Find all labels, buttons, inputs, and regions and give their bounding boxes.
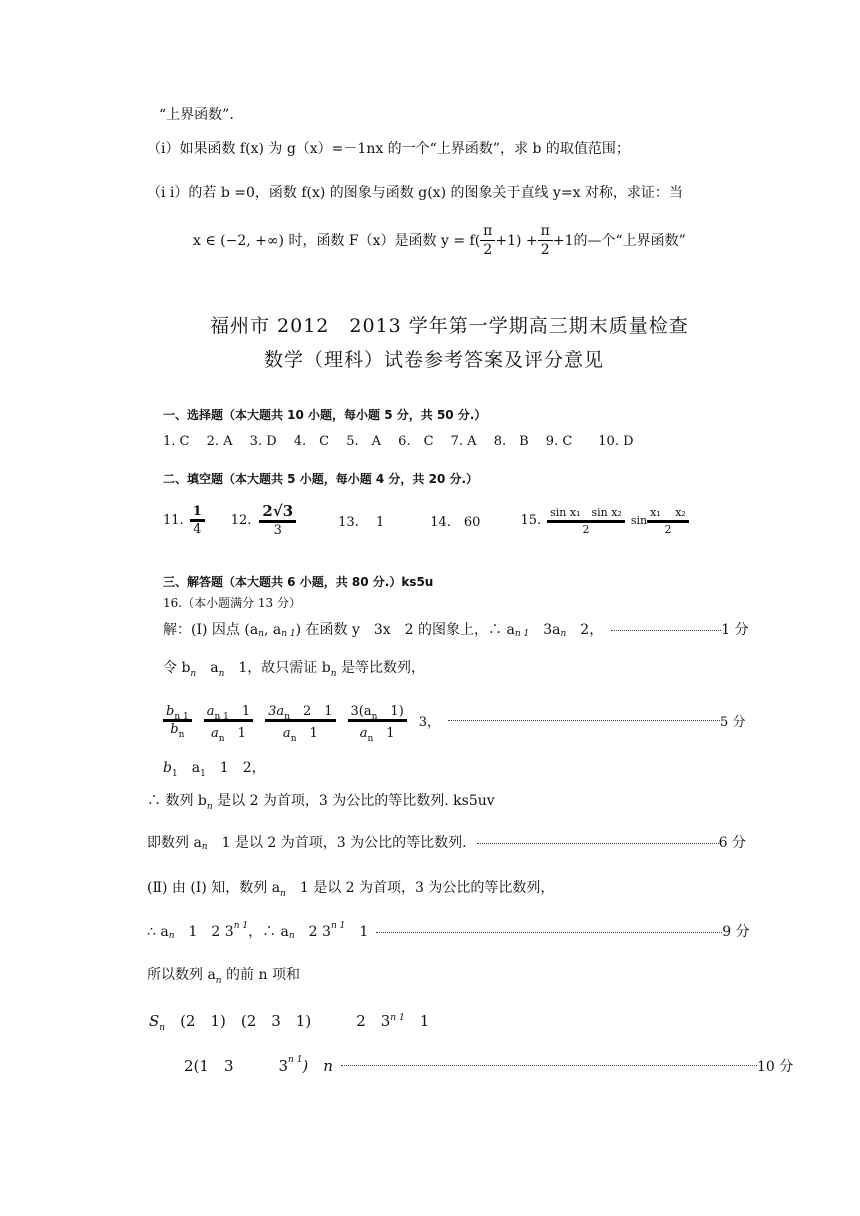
solution-sequence-line — [147, 792, 495, 812]
answer-11-fraction — [190, 504, 205, 537]
subscript: n — [280, 889, 286, 899]
text: 2(1 3 3 — [184, 1057, 289, 1075]
text: ∴ 数列 b — [147, 793, 207, 809]
subscript: n — [190, 669, 197, 679]
superscript: n 1 — [233, 921, 249, 931]
question-i: （i）如果函数 f(x) 为 g（x）=－1nx 的一个“上界函数”，求 b 的取值范围； — [147, 141, 630, 157]
text: 即数列 a — [147, 835, 202, 851]
dotted-leader — [376, 932, 722, 933]
doc-title-line-2: 数学（理科）试卷参考答案及评分意见 — [264, 349, 605, 371]
superscript: n 1 — [288, 1054, 303, 1065]
answer-15-den: 2 — [582, 523, 590, 536]
answer-12-den: 3 — [273, 523, 282, 538]
score: 1 分 — [721, 622, 749, 638]
answer-15-label: 15. — [520, 512, 542, 528]
text: 的前 n 项和 — [221, 967, 300, 983]
text: 1 — [224, 726, 246, 741]
question-ii-line2-a: x ∈ (−2, +∞) 时，函数 F（x）是函数 y = f( — [193, 232, 481, 249]
subscript: n — [168, 931, 175, 941]
text: ∴ a — [147, 924, 169, 940]
dotted-leader — [341, 1065, 757, 1066]
text: (Ⅱ) 由 (Ⅰ) 知，数列 a — [147, 880, 281, 896]
subscript: n — [218, 669, 225, 679]
score: 5 分 — [720, 715, 746, 730]
text: b — [170, 722, 179, 737]
section2-header: 二、填空题（本大题共 5 小题，每小题 4 分，共 20 分.） — [163, 472, 479, 486]
subscript: n — [258, 629, 264, 639]
text: 1) — [377, 704, 404, 719]
ratio-fraction-2 — [204, 700, 253, 744]
subscript: n 1 — [214, 712, 229, 722]
subscript: n 1 — [514, 629, 530, 639]
answer-11-label: 11. — [163, 512, 184, 528]
text: 3a — [268, 704, 285, 719]
answer-15-fraction-b — [647, 504, 689, 536]
answer-13: 13. 1 — [338, 514, 385, 530]
text: a — [282, 726, 291, 741]
text: 2 1 — [289, 704, 333, 719]
question-16-header: 16.（本小题满分 13 分） — [163, 596, 301, 610]
dotted-leader — [611, 630, 721, 631]
solution-line-1 — [163, 621, 749, 639]
text: 1 — [373, 726, 395, 741]
answer-15-den2: 2 — [664, 523, 672, 536]
text: 1 2 3 — [174, 924, 234, 940]
subscript: n — [206, 802, 213, 812]
subscript: n — [288, 931, 295, 941]
pi-over-2-fraction-a — [480, 222, 495, 259]
superscript: n 1 — [390, 1013, 405, 1023]
ratio-equation — [163, 700, 746, 744]
text: S — [149, 1012, 160, 1030]
text: 是以 2 为首项，3 为公比的等比数列. ks5uv — [212, 793, 495, 809]
superscript: n 1 — [330, 921, 346, 931]
doc-title-line-1: 福州市 2012 2013 学年第一学期高三期末质量检查 — [210, 315, 689, 337]
subscript: n — [330, 669, 337, 679]
text: , a — [263, 622, 282, 638]
subscript: n — [178, 730, 185, 740]
text: 1 是以 2 为首项，3 为公比的等比数列. — [207, 835, 467, 851]
section1-answers: 1. C 2. A 3. D 4. C 5. A 6. C 7. A 8. B 9. C 10. D — [163, 434, 634, 449]
subscript: n — [215, 976, 222, 986]
ratio-fraction-4 — [348, 700, 407, 744]
text: 所以数列 a — [147, 967, 216, 983]
question-ii: （i i）的若 b =0，函数 f(x) 的图象与函数 g(x) 的图象关于直线 y=x 对称，求证：当 — [147, 185, 683, 201]
subscript: n — [560, 629, 567, 639]
text: 1 — [345, 924, 369, 940]
text: a — [177, 760, 201, 776]
subscript: n — [218, 734, 225, 744]
answer-15-num2: x₁ x₂ — [650, 506, 686, 519]
answer-12-label: 12. — [230, 512, 252, 528]
text: a — [211, 726, 219, 741]
score: 10 分 — [756, 1058, 794, 1075]
text: ) 在函数 y 3x 2 的图象上，∴ a — [295, 622, 515, 638]
solution-b1-line — [163, 759, 266, 779]
text: a — [196, 660, 219, 676]
answer-12-num: 2√3 — [262, 502, 294, 520]
ratio-fraction-1 — [163, 704, 192, 740]
ratio-fraction-3 — [265, 700, 335, 744]
text: b — [166, 704, 175, 719]
solution-line-8 — [147, 923, 750, 941]
text: a — [359, 726, 368, 741]
subscript: n — [371, 712, 378, 722]
solution-line-6 — [147, 834, 746, 852]
text: 1 — [296, 726, 318, 741]
solution-sum-line-2 — [184, 1055, 793, 1076]
text: 令 b — [163, 660, 191, 676]
subscript: 1 — [200, 769, 206, 779]
text: 1 2， — [205, 760, 266, 776]
ratio-result: 3， — [418, 715, 441, 730]
question-ii-line2-b: +1) + — [495, 232, 538, 249]
solution-line-9 — [147, 966, 300, 986]
solution-line-7 — [147, 879, 554, 899]
question-ii-line2-c: +1的—个“上界函数” — [552, 232, 686, 249]
answer-14: 14. 60 — [430, 514, 481, 530]
section1-header: 一、选择题（本大题共 10 小题，每小题 5 分，共 50 分.） — [163, 408, 487, 422]
solution-sum-line — [149, 1010, 429, 1031]
answer-11-num: 1 — [192, 503, 202, 519]
answer-15-sin: sin — [630, 513, 648, 527]
subscript: n — [367, 734, 374, 744]
subscript: n — [284, 712, 290, 722]
text: 2， — [566, 622, 604, 638]
pi-symbol: π — [540, 223, 550, 239]
subscript: n 1 — [281, 629, 296, 639]
text: ，∴ a — [248, 924, 289, 940]
text: 1 — [404, 1012, 430, 1030]
subscript: n — [201, 842, 208, 852]
fraction-denominator: 2 — [483, 242, 493, 258]
subscript: 1 — [171, 769, 178, 779]
text: 3a — [529, 622, 561, 638]
answer-15-num: sin x₁ sin x₂ — [550, 506, 622, 519]
subscript: n 1 — [174, 712, 189, 722]
dotted-leader — [448, 720, 720, 721]
text: 1 — [228, 704, 251, 719]
pi-over-2-fraction-b — [538, 222, 553, 259]
text: a — [206, 704, 215, 719]
solution-line-2 — [163, 659, 425, 679]
pi-symbol: π — [483, 223, 493, 239]
score: 9 分 — [722, 924, 750, 940]
text: 1，故只需证 b — [224, 660, 331, 676]
answer-11-den: 4 — [193, 521, 202, 537]
text: 是等比数列， — [336, 660, 425, 676]
subscript: n — [159, 1023, 166, 1033]
text: 3(a — [350, 704, 372, 719]
question-ii-line2 — [193, 222, 686, 259]
text: 2 3 — [294, 924, 331, 940]
answer-15-fraction-a — [547, 504, 625, 536]
text: 解：(Ⅰ) 因点 (a — [163, 622, 259, 638]
score: 6 分 — [718, 835, 746, 851]
answer-12-fraction — [259, 502, 296, 538]
section3-header: 三、解答题（本大题共 6 小题，共 80 分.）ks5u — [163, 575, 434, 589]
intro-line-1: “上界函数”. — [159, 107, 234, 123]
text: b — [163, 760, 172, 776]
text: (2 1) (2 3 1) 2 3 — [165, 1012, 391, 1030]
dotted-leader — [477, 843, 719, 844]
section2-answers — [163, 502, 689, 538]
fraction-denominator: 2 — [540, 242, 550, 258]
subscript: n — [290, 734, 297, 744]
text: 1 是以 2 为首项，3 为公比的等比数列， — [285, 880, 555, 896]
text: ) n — [302, 1057, 333, 1075]
